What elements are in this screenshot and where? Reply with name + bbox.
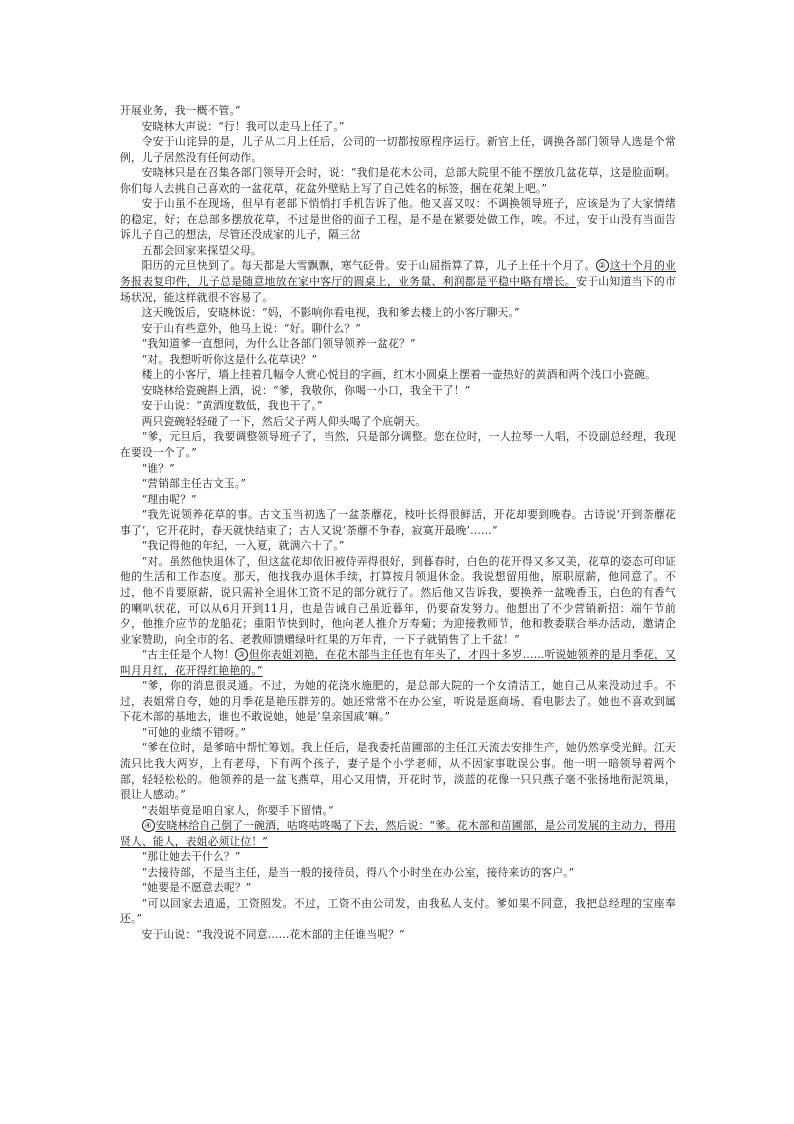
paragraph: “理由呢？” [141, 492, 197, 506]
paragraph: 安晓林只是在召集各部门领导开会时，说：“我们是花木公司，总部大院里不能不摆放几盆花草，这是脸面啊。你们每人去挑自己喜欢的一盆花草，花盆外壁贴上写了自己姓名的标签，捆在花架上吧。” [120, 166, 676, 195]
paragraph: “爹在位时，是爹暗中帮忙筹划。我上任后，是我委托苗圃部的主任江天流去安排生产，她仍然享受光鲜。江天流只比我大两岁，上有老母，下有两个孩子，妻子是个小学老师，从不因家事耽误公事。他一明一暗领导着两个部，轻轻松松的。他领养的是一盆飞燕草，用心又用情，开花时节，淡蓝的花像一只只燕子毫不张扬地衔泥筑巢，很让人感动。” [120, 741, 676, 802]
paragraph: “对。我想听听你这是什么花草诀？” [141, 352, 318, 366]
paragraph: 安于山虽不在现场，但早有老部下悄悄打手机告诉了他。他又喜又叹：不调换领导班子，应该是为了大家情绪的稳定，好；在总部多摆放花草，不过是世俗的面子工程，是不是在紧要处做工作，唉。不过，安于山没有当面告诉儿子自己的想法，尽管还没成家的儿子，隔三岔 [120, 197, 676, 242]
paragraph: “表姐毕竟是咱自家人，你要手下留情。” [141, 803, 334, 817]
paragraph: “爹，你的消息很灵通。不过，为她的花浇水施肥的，是总部大院的一个女清洁工，她自己从来没动过手。不过，表姐常自夸，她的月季花是艳压群芳的。她还常常不在办公室，听说是逛商场、看电影去了。她也不喜欢到属下花木部的基地去，谁也不敢说她，她是‘皇亲国戚’嘛。” [120, 679, 676, 724]
document-page [120, 103, 676, 943]
paragraph: 安于山有些意外，他马上说：“好。聊什么？” [141, 321, 361, 335]
paragraph: 安于山说：“我没说不同意……花木部的主任谁当呢？” [141, 927, 405, 941]
paragraph: 令安于山诧异的是，儿子从二月上任后，公司的一切都按原程序运行。新官上任，调换各部门领导人选是个常例，儿子居然没有任何动作。 [120, 135, 676, 164]
paragraph: “那让她去干什么？” [141, 850, 241, 864]
paragraph: 五都会回家来探望父母。 [141, 243, 263, 257]
underlined-text: 但你表姐刘艳，在花木部当主任也有年头了，才四十多岁……听说她领养的是月季花，又叫月月红，花开得红艳艳的。” [120, 648, 676, 677]
paragraph: 开展业务，我一概不管。” [120, 104, 241, 117]
paragraph-text: “古主任是个人物！ [141, 648, 235, 662]
paragraph: 楼上的小客厅，墙上挂着几幅令人赏心悦目的字画，红木小圆桌上摆着一壶热好的黄酒和两个浅口小瓷碗。 [141, 368, 657, 382]
paragraph [120, 258, 676, 305]
paragraph: 两只瓷碗轻轻碰了一下，然后父子两人仰头喝了个底朝天。 [141, 414, 427, 428]
paragraph: “去接待部，不是当主任，是当一般的接待员，得八个小时坐在办公室，接待来访的客户。” [141, 865, 575, 879]
paragraph: “爹，元旦后，我要调整领导班子了，当然，只是部分调整。您在位时，一人拉琴一人唱，不设副总经理，我现在要设一个了。” [120, 430, 676, 460]
paragraph: “可以回家去逍遥，工资照发。不过，工资不由公司发，由我私人支付。爹如果不同意，我把总经理的宝座奉还。” [120, 896, 676, 926]
underlined-sentence [120, 819, 676, 848]
paragraph: 安于山说：“黄酒度数低，我也干了。” [141, 399, 323, 413]
paragraph: “谁？” [141, 461, 175, 475]
paragraph: “她要是不愿意去呢？” [141, 881, 252, 895]
paragraph: “对。虽然他快退休了，但这盆花却依旧被侍弄得很好，到暮春时，白色的花开得又多又美，花草的姿态可印证他的生活和工作态度。那天，他找我办退休手续，打算按月领退休金。我说想留用他，原职原薪，他同意了。不过，他不肯要原薪，说只需补全退休工资不足的部分就行了。然后他又告诉我，要换养一盆晚香玉，白色的有香气的喇叭状花，可以从6月开到11月，也是告诫自己虽近暮年，仍要奋发努力。他想出了不少营销新招：端午节前夕，他推介应节的龙船花；重阳节快到时，他向老人推介万寿菊；为迎接教师节，他和教委联合举办活动，邀请企业家赞助，向全市的名、老教师馈赠绿叶红果的万年青，一下子就销售了上千盆！” [120, 554, 676, 646]
sentence-marker: ② [596, 259, 609, 272]
paragraph: “可她的业绩不错呀。” [141, 725, 247, 739]
paragraph: “我先说领养花草的事。古文玉当初选了一盆荼蘼花，枝叶长得很鲜活，开花却要到晚春。古诗说‘开到荼蘼花事了’，它开花时，春天就快结束了；古人又说‘荼蘼不争春，寂寞开最晚’……” [120, 508, 676, 537]
paragraph [120, 647, 676, 678]
paragraph [120, 818, 676, 849]
paragraph: “营销部主任古文玉。” [141, 477, 247, 491]
underlined-text: 安晓林给自己倒了一碗酒，咕咚咕咚喝了下去，然后说：“爹。花木部和苗圃部，是公司发展的主动力，得用贤人、能人，表姐必须让位！” [120, 819, 676, 848]
paragraph: 安晓林给瓷碗斟上酒，说：“爹，我敬你，你喝一小口，我全干了！” [141, 383, 471, 397]
paragraph-text-after: 安于山知道当下的市场状况，能这样就很不容易了。 [120, 275, 676, 304]
underlined-text: 这十个月的业务报表复印件，儿子总是随意地放在家中客厅的圆桌上，业务量、利润都是平稳中略有增长。 [120, 259, 676, 289]
sentence-marker: ③ [235, 648, 248, 661]
paragraph: 这天晚饭后，安晓林说：“妈，不影响你看电视，我和爹去楼上的小客厅聊天。” [141, 306, 520, 320]
sentence-marker: ④ [142, 819, 155, 832]
paragraph: 安晓林大声说：“行！我可以走马上任了。” [141, 119, 345, 133]
paragraph: “我知道爹一直想问，为什么让各部门领导领养一盆花？” [141, 337, 416, 351]
paragraph: “我记得他的年纪，一入夏，就满六十了。” [141, 539, 345, 553]
paragraph-text: 阳历的元旦快到了。每天都是大雪飘飘，寒气砭骨。安于山屈指算了算，儿子上任十个月了。 [141, 259, 596, 273]
